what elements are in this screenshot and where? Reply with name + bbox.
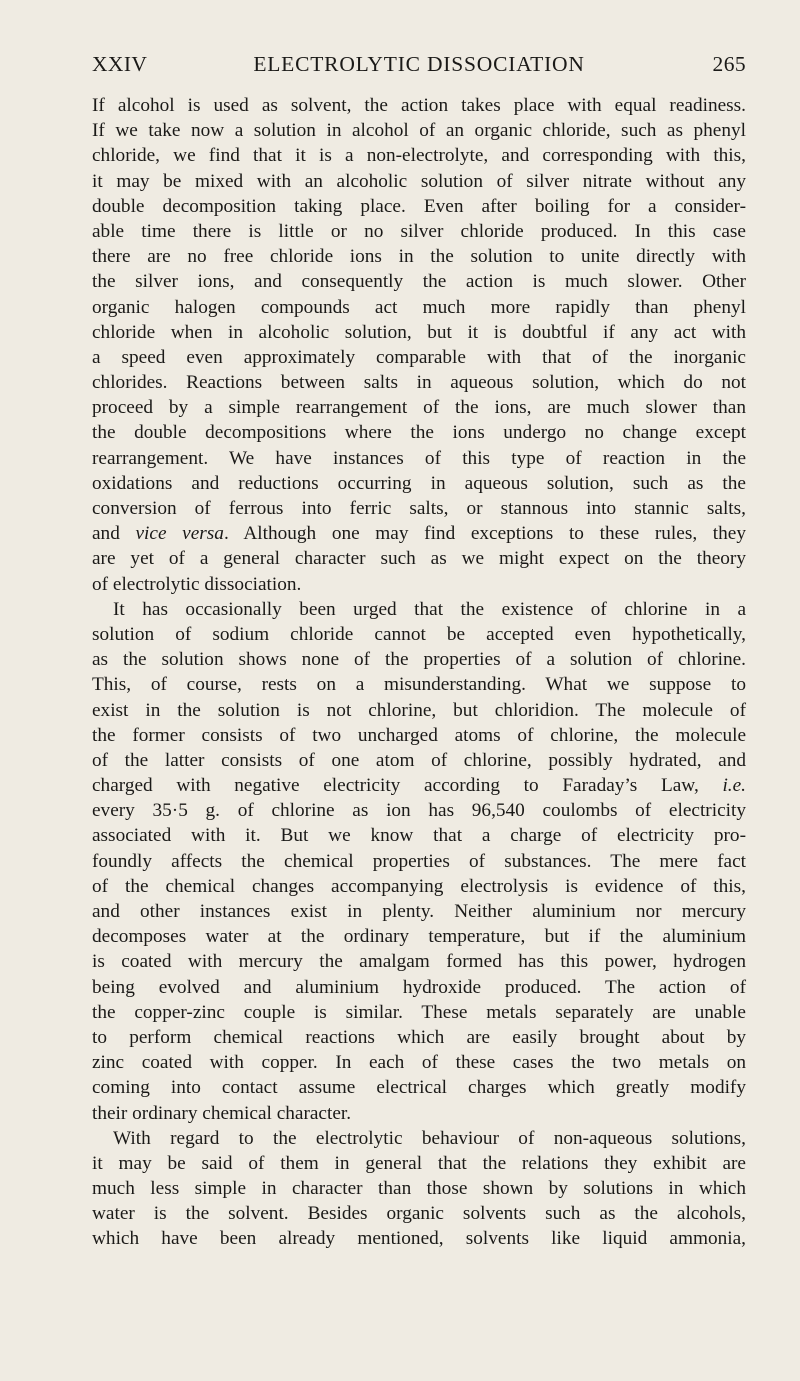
- text-line: and other instances exist in plenty. Neither aluminium nor mercury: [92, 901, 746, 922]
- text-line: the former consists of two uncharged atoms of chlorine, the molecule: [92, 724, 746, 746]
- text-line: water is the solvent. Besides organic solvents such as the alcohols,: [92, 1203, 746, 1225]
- text-line: of the chemical changes accompanying electrolysis is evidence of this,: [92, 875, 746, 897]
- text-line: With regard to the electrolytic behaviour of non-aqueous solutions,: [113, 1127, 746, 1149]
- text-line: conversion of ferrous into ferric salts, or stannous into stannic salts,: [92, 498, 746, 519]
- page-number: 265: [712, 52, 746, 76]
- text-line: every 35·5 g. of chlorine as ion has 96,540 coulombs of electricity: [92, 800, 746, 822]
- text-line: organic halogen compounds act much more rapidly than phenyl: [92, 296, 746, 318]
- text-line: rearrangement. We have instances of this type of reaction in the: [92, 447, 746, 469]
- text-line: of electrolytic dissociation.: [92, 573, 302, 595]
- paragraph-2: [92, 597, 746, 1126]
- text-line: their ordinary chemical character.: [92, 1102, 352, 1124]
- text-line: decomposes water at the ordinary temperature, but if the aluminium: [92, 926, 746, 948]
- text-line: the copper-zinc couple is similar. These metals separately are unable: [92, 1001, 746, 1023]
- text-line: If we take now a solution in alcohol of an organic chloride, such as phenyl: [92, 120, 746, 142]
- text-line: are yet of a general character such as we might expect on the theory: [92, 548, 746, 570]
- text-line: coming into contact assume electrical charges which greatly modify: [92, 1077, 746, 1099]
- text-line: the double decompositions where the ions undergo no change except: [92, 422, 746, 444]
- paragraph-1: [92, 93, 746, 597]
- text-line: of the latter consists of one atom of chlorine, possibly hydrated, and: [92, 749, 746, 771]
- text-line: chloride, we find that it is a non-electrolyte, and corresponding with this,: [92, 145, 746, 167]
- text-line: which have been already mentioned, solvents like liquid ammonia,: [92, 1228, 746, 1250]
- text-line: It has occasionally been urged that the existence of chlorine in a: [113, 598, 746, 620]
- paragraph-3: [92, 1126, 746, 1252]
- text-line: zinc coated with copper. In each of these cases the two metals on: [92, 1052, 746, 1074]
- text-line: is coated with mercury the amalgam formed has this power, hydrogen: [92, 951, 746, 973]
- text-line: chlorides. Reactions between salts in aqueous solution, which do not: [92, 372, 746, 394]
- text-line: there are no free chloride ions in the solution to unite directly with: [92, 246, 746, 268]
- text-line: oxidations and reductions occurring in aqueous solution, such as the: [92, 472, 746, 494]
- text-line: a speed even approximately comparable with that of the inorganic: [92, 346, 746, 368]
- text-line: solution of sodium chloride cannot be accepted even hypothetically,: [92, 623, 746, 645]
- text-line: to perform chemical reactions which are easily brought about by: [92, 1026, 746, 1048]
- text-line: exist in the solution is not chlorine, but chloridion. The molecule of: [92, 699, 746, 721]
- text-line: chloride when in alcoholic solution, but it is doubtful if any act with: [92, 321, 746, 343]
- text-line: being evolved and aluminium hydroxide produced. The action of: [92, 976, 746, 998]
- text-line: much less simple in character than those shown by solutions in which: [92, 1178, 746, 1200]
- text-line-italic: charged with negative electricity according to Faraday’s Law, i.e.: [92, 775, 746, 797]
- body-text: [92, 93, 746, 1252]
- running-head: [92, 52, 746, 82]
- text-line: the silver ions, and consequently the action is much slower. Other: [92, 271, 746, 293]
- text-line: foundly affects the chemical properties of substances. The mere fact: [92, 850, 746, 872]
- text-line: it may be said of them in general that the relations they exhibit are: [92, 1152, 746, 1174]
- text-line: If alcohol is used as solvent, the action takes place with equal readiness.: [92, 95, 746, 116]
- text-line-italic: and vice versa. Although one may find exceptions to these rules, they: [92, 523, 746, 545]
- text-line: proceed by a simple rearrangement of the ions, are much slower than: [92, 397, 746, 419]
- text-line: as the solution shows none of the properties of a solution of chlorine.: [92, 649, 746, 671]
- text-line: able time there is little or no silver chloride produced. In this case: [92, 220, 746, 242]
- chapter-number: XXIV: [92, 52, 148, 76]
- chapter-title: ELECTROLYTIC DISSOCIATION: [253, 52, 585, 76]
- text-line: associated with it. But we know that a charge of electricity pro-: [92, 825, 746, 847]
- text-line: This, of course, rests on a misunderstanding. What we suppose to: [92, 674, 746, 696]
- text-line: double decomposition taking place. Even after boiling for a consider-: [92, 195, 746, 217]
- text-line: it may be mixed with an alcoholic solution of silver nitrate without any: [92, 170, 746, 192]
